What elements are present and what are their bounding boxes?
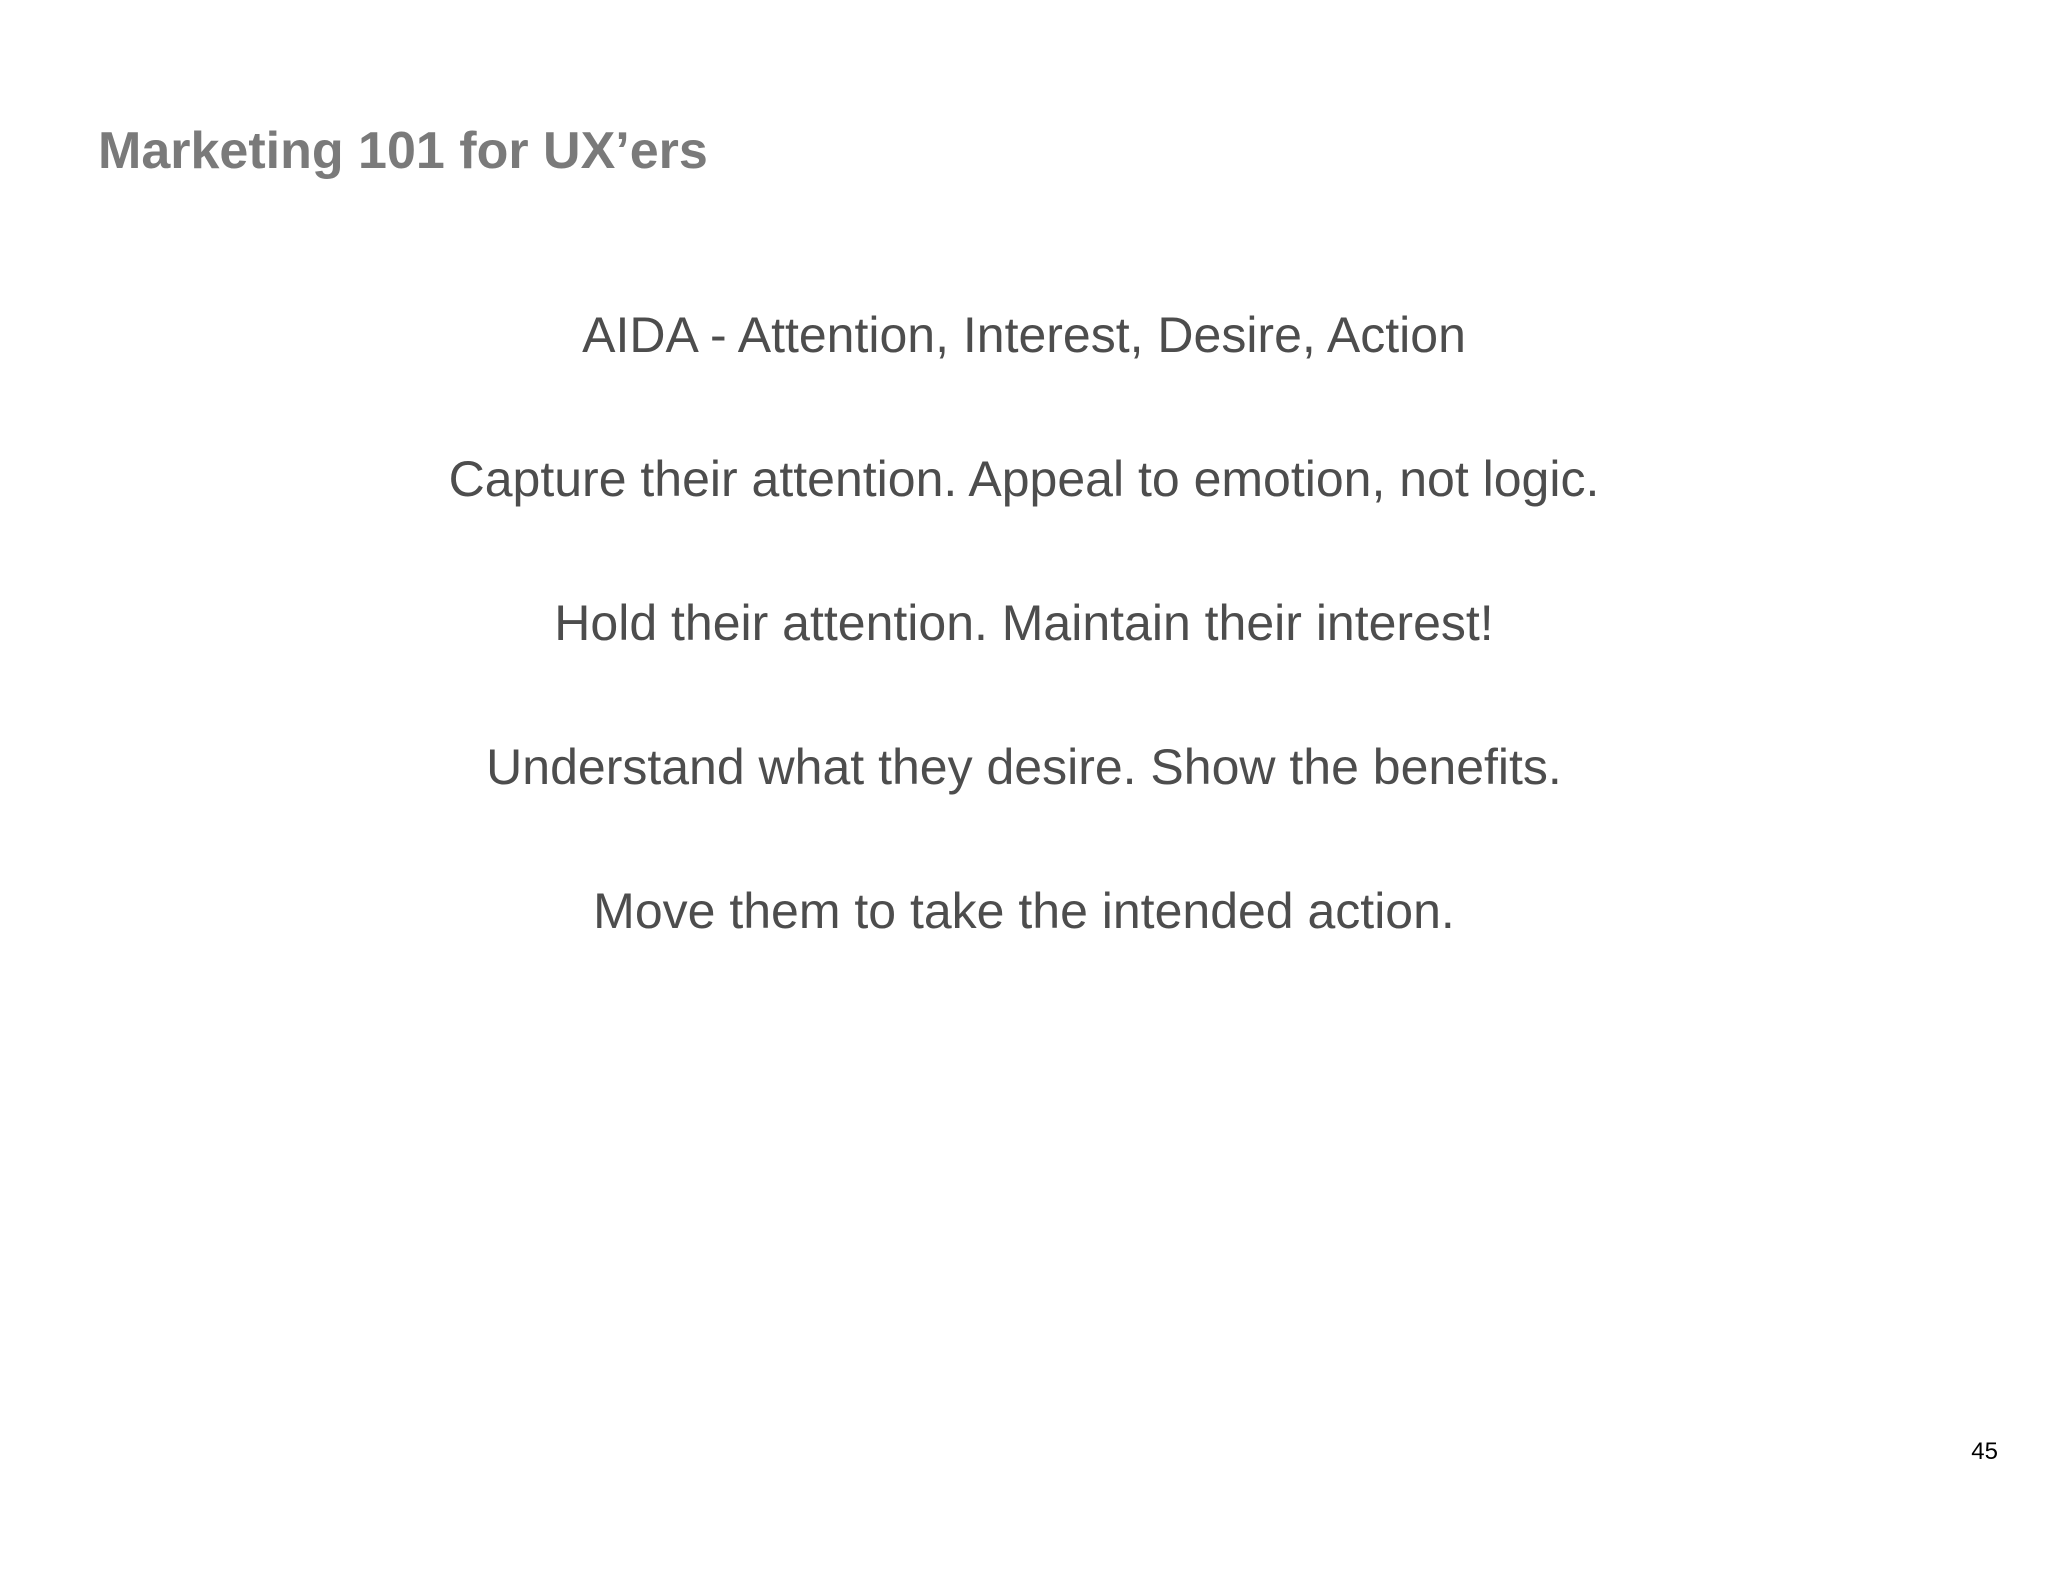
body-line-action: Move them to take the intended action. — [593, 883, 1455, 939]
body-line-desire: Understand what they desire. Show the benefits. — [486, 739, 1562, 795]
body-line-aida: AIDA - Attention, Interest, Desire, Action — [582, 307, 1466, 363]
page-number: 45 — [1971, 1438, 1998, 1465]
slide-title: Marketing 101 for UX’ers — [98, 122, 708, 180]
body-line-attention: Capture their attention. Appeal to emotion, not logic. — [448, 451, 1600, 507]
body-line-interest: Hold their attention. Maintain their interest! — [554, 595, 1494, 651]
slide-body — [0, 300, 2048, 1020]
